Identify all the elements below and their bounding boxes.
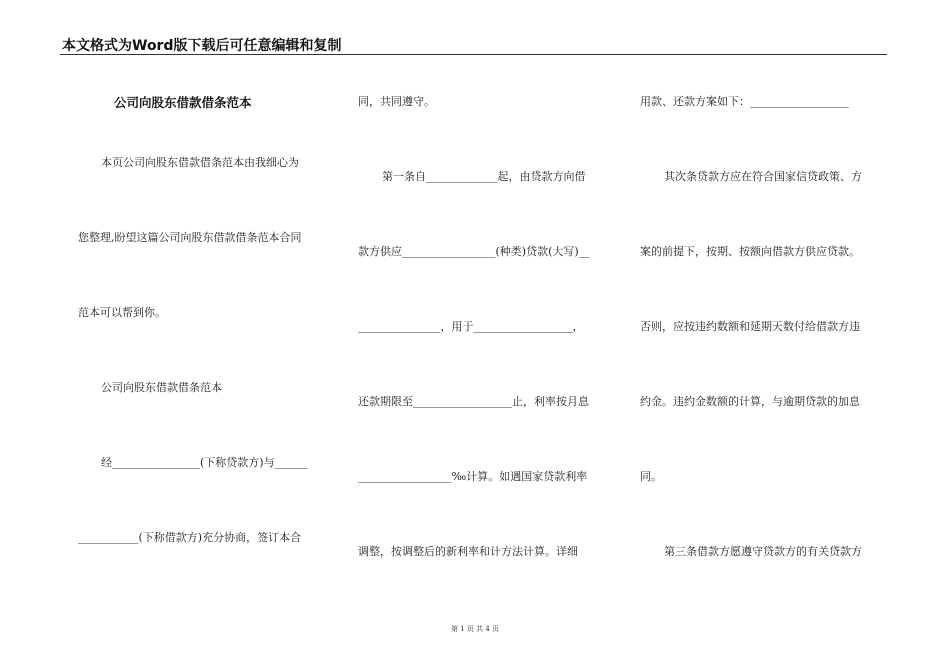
paragraph-line: 其次条贷款方应在符合国家信贷政策、方 (664, 170, 862, 183)
header-divider (60, 54, 887, 55)
paragraph-line: 经________________(下称贷款方)与______ (101, 456, 308, 469)
paragraph-line: 否则，应按违约数额和延期天数付给借款方违 (640, 320, 860, 333)
paragraph-line: 还款期限至__________________止，利率按月息 (358, 395, 589, 408)
header-title: 本文格式为Word版下载后可任意编辑和复制 (62, 38, 342, 54)
paragraph-line: 范本可以帮到你。 (78, 306, 166, 319)
page-number: 第 1 页 共 4 页 (450, 625, 500, 633)
paragraph-line: ___________(下称借款方)充分协商，签订本合 (78, 531, 302, 544)
paragraph-line: 第一条自_____________起，由贷款方向借 (382, 170, 586, 183)
paragraph-line: 用款、还款方案如下：__________________ (640, 95, 849, 108)
paragraph-line: _________________‰计算。如遇国家贷款利率 (358, 470, 588, 483)
paragraph-line: 同。 (640, 470, 662, 483)
paragraph-line: 同，共同遵守。 (358, 95, 435, 108)
document-title: 公司向股东借款借条范本 (114, 95, 252, 110)
paragraph-line: 本页公司向股东借款借条范本由我细心为 (101, 156, 299, 169)
paragraph-line: _______________，用于__________________， (358, 320, 584, 333)
paragraph-line: 您整理,盼望这篇公司向股东借款借条范本合同 (78, 231, 302, 244)
paragraph-line: 公司向股东借款借条范本 (101, 381, 222, 394)
paragraph-line: 款方供应_________________(种类)贷款(大写)__ (358, 245, 590, 258)
paragraph-line: 调整，按调整后的新利率和计方法计算。详细 (358, 545, 578, 558)
paragraph-line: 第三条借款方愿遵守贷款方的有关贷款方 (664, 545, 862, 558)
paragraph-line: 案的前提下，按期、按额向借款方供应贷款。 (640, 245, 860, 258)
paragraph-line: 约金。违约金数额的计算，与逾期贷款的加息 (640, 395, 860, 408)
